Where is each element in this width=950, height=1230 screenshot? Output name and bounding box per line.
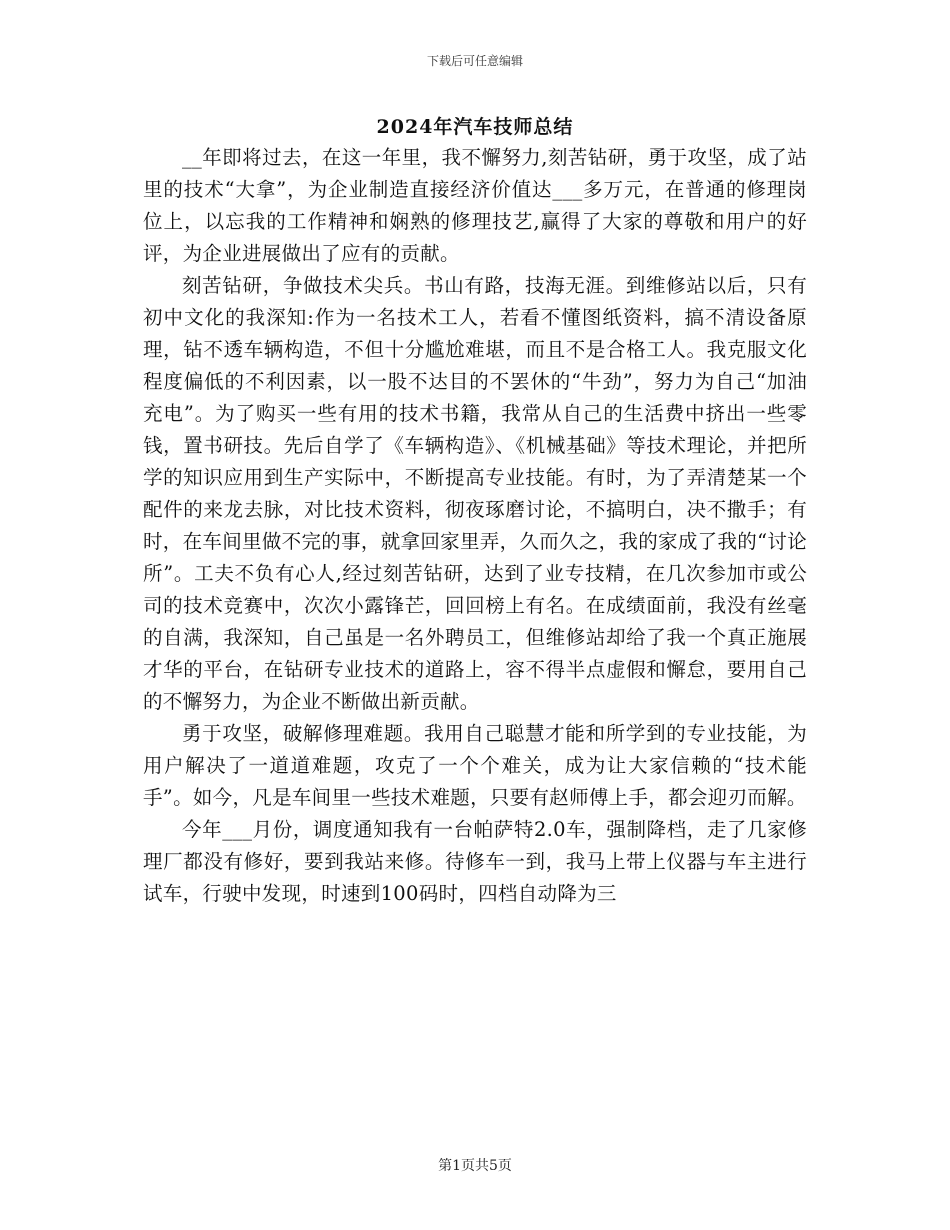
- header-note: 下载后可任意编辑: [426, 54, 523, 68]
- paragraph-case: 今年___月份，调度通知我有一台帕萨特2.0车，强制降档，走了几家修理厂都没有修好，要到我站来修。待修车一到，我马上带上仪器与车主进行试车，行驶中发现，时速到100码时，四档自动降为三: [143, 818, 807, 905]
- document-body: [143, 112, 807, 910]
- page-number: 第1页共5页: [438, 1158, 512, 1174]
- document-title: 2024年汽车技师总结: [376, 116, 574, 138]
- paragraph-study: 刻苦钻研，争做技术尖兵。书山有路，技海无涯。到维修站以后，只有初中文化的我深知:作为一名技术工人，若看不懂图纸资料，搞不清设备原理，钻不透车辆构造，不但十分尴尬难堪，而且不是合格工人。我克服文化程度偏低的不利因素，以一股不达目的不罢休的“牛劲”，努力为自己“加油充电”。为了购买一些有用的技术书籍，我常从自己的生活费中挤出一些零钱，置书研技。先后自学了《车辆构造》、《机械基础》等技术理论，并把所学的知识应用到生产实际中，不断提高专业技能。有时，为了弄清楚某一个配件的来龙去脉，对比技术资料，彻夜琢磨讨论，不搞明白，决不撒手；有时，在车间里做不完的事，就拿回家里弄，久而久之，我的家成了我的“讨论所”。工夫不负有心人,经过刻苦钻研，达到了业专技精，在几次参加市或公司的技术竞赛中，次次小露锋芒，回回榜上有名。在成绩面前，我没有丝毫的自满，我深知，自己虽是一名外聘员工，但维修站却给了我一个真正施展才华的平台，在钻研专业技术的道路上，容不得半点虚假和懈怠，要用自己的不懈努力，为企业不断做出新贡献。: [143, 274, 807, 713]
- paragraph-problem-solving: 勇于攻坚，破解修理难题。我用自己聪慧才能和所学到的专业技能，为用户解决了一道道难题，攻克了一个个难关，成为让大家信赖的“技术能手”。如今，凡是车间里一些技术难题，只要有赵师傅上手，都会迎刃而解。: [143, 722, 807, 809]
- paragraph-intro: __年即将过去，在这一年里，我不懈努力,刻苦钻研，勇于攻坚，成了站里的技术“大拿”，为企业制造直接经济价值达___多万元，在普通的修理岗位上，以忘我的工作精神和娴熟的修理技艺,赢得了大家的尊敬和用户的好评，为企业进展做出了应有的贡献。: [143, 146, 807, 265]
